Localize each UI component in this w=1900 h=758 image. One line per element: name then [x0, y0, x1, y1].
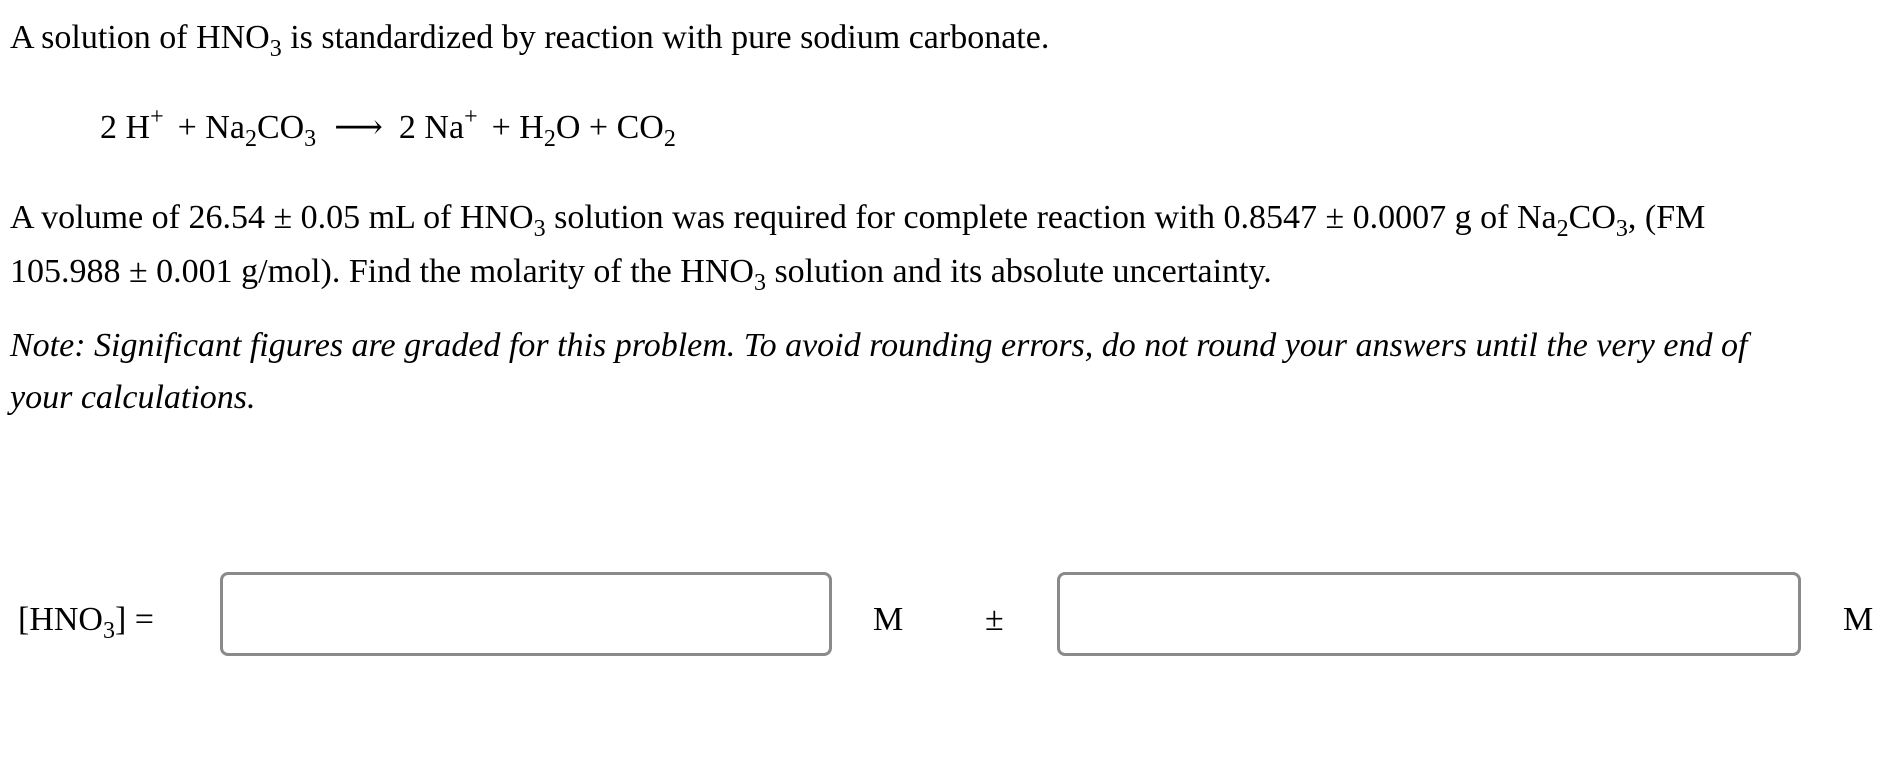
note-line-2: your calculations.	[10, 379, 256, 416]
problem-line-1: A volume of 26.54 ± 0.05 mL of $HNO_3$ solution was required for complete reaction with 0.8547 ± 0.0007 g of $Na_2CO_3$, (FM	[10, 199, 1706, 242]
problem-line-2: 105.988 ± 0.001 g/mol). Find the molarity of the $HNO_3$ solution and its absolute uncertainty.	[10, 253, 1272, 296]
answer-label: $[HNO_3]$ =	[18, 601, 154, 644]
uncertainty-unit: M	[1843, 601, 1874, 638]
molarity-unit: M	[873, 601, 904, 638]
reaction-equation: 2 $H^+ + Na_2CO_3$ ⟶ 2 $Na^+ + H_2O + CO_2$	[100, 104, 676, 152]
uncertainty-input[interactable]	[1057, 572, 1801, 656]
reaction-arrow: ⟶	[334, 109, 383, 146]
note-line-1: Note: Significant figures are graded for this problem. To avoid rounding errors, do not round your answers until the very end of	[10, 327, 1748, 364]
plus-minus-sign: ±	[985, 601, 1004, 638]
molarity-input[interactable]	[220, 572, 832, 656]
intro-text: A solution of $HNO_3$ is standardized by reaction with pure sodium carbonate.	[10, 19, 1050, 62]
